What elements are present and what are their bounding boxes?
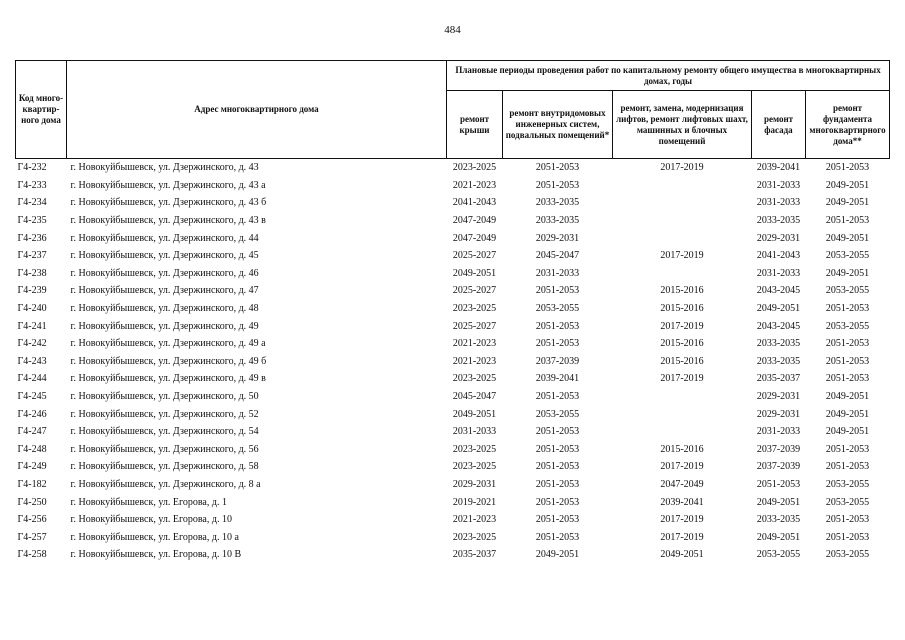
cell-address: г. Новокуйбышевск, ул. Егорова, д. 10 В: [70, 549, 242, 561]
table-row: [16, 493, 890, 511]
cell-roof: 2047-2049: [452, 215, 497, 227]
cell-systems: 2037-2039: [535, 355, 580, 367]
cell-code: Г4-245: [17, 391, 47, 403]
cell-address: г. Новокуйбышевск, ул. Дзержинского, д. 49 в: [70, 373, 266, 385]
cell-systems: 2039-2041: [535, 373, 580, 385]
cell-roof: 2035-2037: [452, 549, 497, 561]
cell-foundation: 2049-2051: [825, 267, 870, 279]
cell-foundation: 2049-2051: [825, 408, 870, 420]
cell-address: г. Новокуйбышевск, ул. Дзержинского, д. 8 а: [70, 478, 261, 490]
table-row: [16, 300, 890, 318]
cell-roof: 2029-2031: [452, 478, 497, 490]
cell-systems: 2051-2053: [535, 338, 580, 350]
cell-facade: 2053-2055: [756, 549, 801, 561]
cell-elevator: 2039-2041: [660, 496, 704, 508]
cell-roof: 2049-2051: [452, 408, 497, 420]
cell-roof: 2019-2021: [452, 496, 497, 508]
cell-code: Г4-233: [17, 179, 47, 191]
cell-systems: 2045-2047: [535, 250, 580, 262]
cell-roof: 2045-2047: [452, 391, 497, 403]
cell-elevator: [613, 405, 752, 423]
cell-roof: 2023-2025: [452, 303, 497, 315]
cell-systems: 2051-2053: [535, 514, 580, 526]
cell-code: Г4-237: [17, 250, 47, 262]
cell-systems: 2051-2053: [535, 443, 580, 455]
cell-foundation: 2051-2053: [806, 159, 890, 177]
cell-address: г. Новокуйбышевск, ул. Дзержинского, д. 58: [70, 461, 259, 473]
cell-facade: 2043-2045: [756, 285, 801, 297]
cell-roof: 2049-2051: [452, 267, 497, 279]
cell-roof: 2031-2033: [452, 426, 497, 438]
table-row: [16, 546, 890, 564]
cell-roof: 2023-2025: [452, 531, 497, 543]
cell-facade: 2037-2039: [756, 461, 801, 473]
cell-elevator: 2047-2049: [660, 478, 704, 490]
cell-foundation: 2051-2053: [825, 338, 870, 350]
cell-foundation: 2051-2053: [825, 303, 870, 315]
cell-systems: 2051-2053: [535, 531, 580, 543]
table-row: [16, 511, 890, 529]
cell-facade: 2033-2035: [756, 355, 801, 367]
header-facade: ремонт фасада: [752, 91, 806, 159]
cell-address: г. Новокуйбышевск, ул. Дзержинского, д. 56: [70, 443, 259, 455]
table-header: [16, 61, 890, 159]
cell-facade: 2031-2033: [756, 179, 801, 191]
cell-elevator: 2049-2051: [660, 549, 704, 561]
cell-facade: 2039-2041: [752, 159, 806, 177]
cell-facade: 2029-2031: [756, 391, 801, 403]
cell-elevator: 2015-2016: [660, 338, 704, 350]
cell-foundation: 2051-2053: [825, 514, 870, 526]
cell-code: Г4-238: [17, 267, 47, 279]
cell-address: г. Новокуйбышевск, ул. Дзержинского, д. 43 б: [70, 197, 267, 209]
cell-systems: 2033-2035: [535, 197, 580, 209]
cell-code: Г4-244: [17, 373, 47, 385]
cell-roof: 2021-2023: [452, 338, 497, 350]
header-elevator: ремонт, замена, модернизация лифтов, ремонт лифтовых шахт, машинных и блочных помещений: [613, 91, 752, 159]
table-row: [16, 177, 890, 195]
cell-foundation: 2051-2053: [825, 461, 870, 473]
table-row: [16, 528, 890, 546]
cell-facade: 2049-2051: [756, 531, 801, 543]
cell-systems: 2029-2031: [535, 232, 580, 244]
header-systems: ремонт внутридомовых инженерных систем, подвальных помещений*: [503, 91, 613, 159]
cell-foundation: 2051-2053: [825, 373, 870, 385]
cell-foundation: 2049-2051: [825, 426, 870, 438]
cell-elevator: 2015-2016: [660, 303, 704, 315]
table-row: [16, 405, 890, 423]
cell-address: г. Новокуйбышевск, ул. Дзержинского, д. 49: [70, 320, 259, 332]
cell-roof: 2025-2027: [452, 285, 497, 297]
header-code: Код много-квартир-ного дома: [16, 61, 67, 159]
cell-code: Г4-256: [17, 514, 47, 526]
header-roof: ремонт крыши: [447, 91, 503, 159]
cell-roof: 2025-2027: [452, 250, 497, 262]
cell-systems: 2053-2055: [535, 303, 580, 315]
cell-code: Г4-240: [17, 303, 47, 315]
cell-elevator: [613, 423, 752, 441]
cell-address: г. Новокуйбышевск, ул. Дзержинского, д. 47: [70, 285, 259, 297]
table-row: [16, 388, 890, 406]
cell-code: Г4-258: [17, 549, 47, 561]
repair-schedule-table: [15, 60, 890, 564]
cell-foundation: 2053-2055: [825, 320, 870, 332]
cell-roof: 2047-2049: [452, 232, 497, 244]
cell-elevator: [613, 229, 752, 247]
table-row: [16, 229, 890, 247]
cell-elevator: 2017-2019: [660, 320, 704, 332]
cell-facade: 2035-2037: [756, 373, 801, 385]
cell-systems: 2053-2055: [535, 408, 580, 420]
cell-roof: 2023-2025: [452, 373, 497, 385]
cell-code: Г4-241: [17, 320, 47, 332]
cell-elevator: 2015-2016: [660, 355, 704, 367]
cell-facade: 2041-2043: [756, 250, 801, 262]
cell-address: г. Новокуйбышевск, ул. Егорова, д. 10 а: [70, 531, 239, 543]
cell-foundation: 2053-2055: [825, 478, 870, 490]
cell-elevator: 2017-2019: [660, 250, 704, 262]
cell-facade: 2029-2031: [756, 408, 801, 420]
cell-code: Г4-248: [17, 443, 47, 455]
cell-foundation: 2053-2055: [825, 496, 870, 508]
table-row: [16, 441, 890, 459]
cell-systems: 2051-2053: [535, 320, 580, 332]
cell-foundation: 2051-2053: [825, 443, 870, 455]
table-row: [16, 265, 890, 283]
cell-roof: 2023-2025: [452, 443, 497, 455]
cell-roof: 2023-2025: [452, 461, 497, 473]
cell-foundation: 2053-2055: [825, 549, 870, 561]
cell-facade: 2049-2051: [756, 303, 801, 315]
cell-elevator: 2017-2019: [660, 461, 704, 473]
cell-systems: 2033-2035: [535, 215, 580, 227]
cell-foundation: 2049-2051: [825, 197, 870, 209]
cell-foundation: 2051-2053: [825, 531, 870, 543]
cell-code: Г4-236: [17, 232, 47, 244]
table-row: [16, 317, 890, 335]
page-number: 484: [444, 24, 461, 36]
header-foundation: ремонт фундамента многоквартирного дома**: [806, 91, 890, 159]
cell-systems: 2051-2053: [535, 478, 580, 490]
cell-elevator: 2017-2019: [660, 531, 704, 543]
cell-foundation: 2049-2051: [825, 232, 870, 244]
cell-address: г. Новокуйбышевск, ул. Дзержинского, д. 44: [70, 232, 259, 244]
cell-address: г. Новокуйбышевск, ул. Дзержинского, д. 48: [70, 303, 259, 315]
cell-address: г. Новокуйбышевск, ул. Дзержинского, д. 46: [70, 267, 259, 279]
cell-code: Г4-249: [17, 461, 47, 473]
cell-elevator: 2017-2019: [613, 159, 752, 177]
cell-facade: 2033-2035: [756, 514, 801, 526]
cell-systems: 2051-2053: [535, 391, 580, 403]
cell-systems: 2051-2053: [535, 461, 580, 473]
cell-systems: 2051-2053: [503, 159, 613, 177]
cell-elevator: [613, 212, 752, 230]
cell-elevator: 2015-2016: [660, 443, 704, 455]
table-row: [16, 282, 890, 300]
cell-facade: 2033-2035: [756, 338, 801, 350]
table-row: [16, 212, 890, 230]
cell-code: Г4-257: [17, 531, 47, 543]
cell-elevator: [613, 265, 752, 283]
cell-foundation: 2049-2051: [825, 179, 870, 191]
cell-code: Г4-250: [17, 496, 47, 508]
cell-systems: 2051-2053: [535, 426, 580, 438]
cell-address: г. Новокуйбышевск, ул. Егорова, д. 10: [70, 514, 232, 526]
header-group: Плановые периоды проведения работ по капитальному ремонту общего имущества в многоквартирных домах, годы: [447, 61, 890, 91]
cell-code: Г4-247: [17, 426, 47, 438]
cell-address: г. Новокуйбышевск, ул. Дзержинского, д. 43 а: [70, 179, 266, 191]
cell-roof: 2025-2027: [452, 320, 497, 332]
cell-foundation: 2053-2055: [825, 285, 870, 297]
header-address: Адрес многоквартирного дома: [67, 61, 447, 159]
cell-facade: 2037-2039: [756, 443, 801, 455]
cell-foundation: 2053-2055: [825, 250, 870, 262]
cell-roof: 2021-2023: [452, 179, 497, 191]
table-row: [16, 194, 890, 212]
table-row: [16, 353, 890, 371]
cell-code: Г4-234: [17, 197, 47, 209]
cell-code: Г4-239: [17, 285, 47, 297]
table-row: [16, 423, 890, 441]
cell-roof: 2021-2023: [452, 355, 497, 367]
cell-facade: 2031-2033: [756, 267, 801, 279]
cell-systems: 2051-2053: [535, 179, 580, 191]
cell-roof: 2041-2043: [452, 197, 497, 209]
table-row: [16, 335, 890, 353]
cell-address: г. Новокуйбышевск, ул. Дзержинского, д. 54: [70, 426, 259, 438]
cell-facade: 2033-2035: [756, 215, 801, 227]
cell-foundation: 2051-2053: [825, 355, 870, 367]
cell-elevator: 2015-2016: [660, 285, 704, 297]
cell-elevator: 2017-2019: [660, 373, 704, 385]
cell-code: Г4-246: [17, 408, 47, 420]
cell-elevator: [613, 177, 752, 195]
cell-code: Г4-182: [17, 478, 47, 490]
cell-foundation: 2051-2053: [825, 215, 870, 227]
cell-code: Г4-232: [16, 159, 67, 177]
cell-address: г. Новокуйбышевск, ул. Егорова, д. 1: [70, 496, 227, 508]
cell-facade: 2051-2053: [756, 478, 801, 490]
cell-address: г. Новокуйбышевск, ул. Дзержинского, д. 43: [67, 159, 447, 177]
table-row: [16, 476, 890, 494]
cell-facade: 2031-2033: [756, 426, 801, 438]
table-row: [16, 370, 890, 388]
table-row: [16, 159, 890, 177]
table-row: [16, 247, 890, 265]
cell-code: Г4-242: [17, 338, 47, 350]
cell-elevator: [613, 388, 752, 406]
cell-facade: 2049-2051: [756, 496, 801, 508]
cell-address: г. Новокуйбышевск, ул. Дзержинского, д. 49 а: [70, 338, 266, 350]
cell-address: г. Новокуйбышевск, ул. Дзержинского, д. 49 б: [70, 355, 267, 367]
cell-facade: 2029-2031: [756, 232, 801, 244]
cell-facade: 2031-2033: [756, 197, 801, 209]
cell-systems: 2051-2053: [535, 496, 580, 508]
cell-elevator: [613, 194, 752, 212]
table-body: [16, 159, 890, 564]
cell-address: г. Новокуйбышевск, ул. Дзержинского, д. 43 в: [70, 215, 266, 227]
cell-elevator: 2017-2019: [660, 514, 704, 526]
cell-systems: 2051-2053: [535, 285, 580, 297]
table-row: [16, 458, 890, 476]
cell-systems: 2049-2051: [535, 549, 580, 561]
cell-systems: 2031-2033: [535, 267, 580, 279]
cell-address: г. Новокуйбышевск, ул. Дзержинского, д. 50: [70, 391, 259, 403]
cell-code: Г4-243: [17, 355, 47, 367]
cell-roof: 2021-2023: [452, 514, 497, 526]
cell-roof: 2023-2025: [447, 159, 503, 177]
cell-address: г. Новокуйбышевск, ул. Дзержинского, д. 52: [70, 408, 259, 420]
cell-facade: 2043-2045: [756, 320, 801, 332]
cell-foundation: 2049-2051: [825, 391, 870, 403]
cell-code: Г4-235: [17, 215, 47, 227]
cell-address: г. Новокуйбышевск, ул. Дзержинского, д. 45: [70, 250, 259, 262]
